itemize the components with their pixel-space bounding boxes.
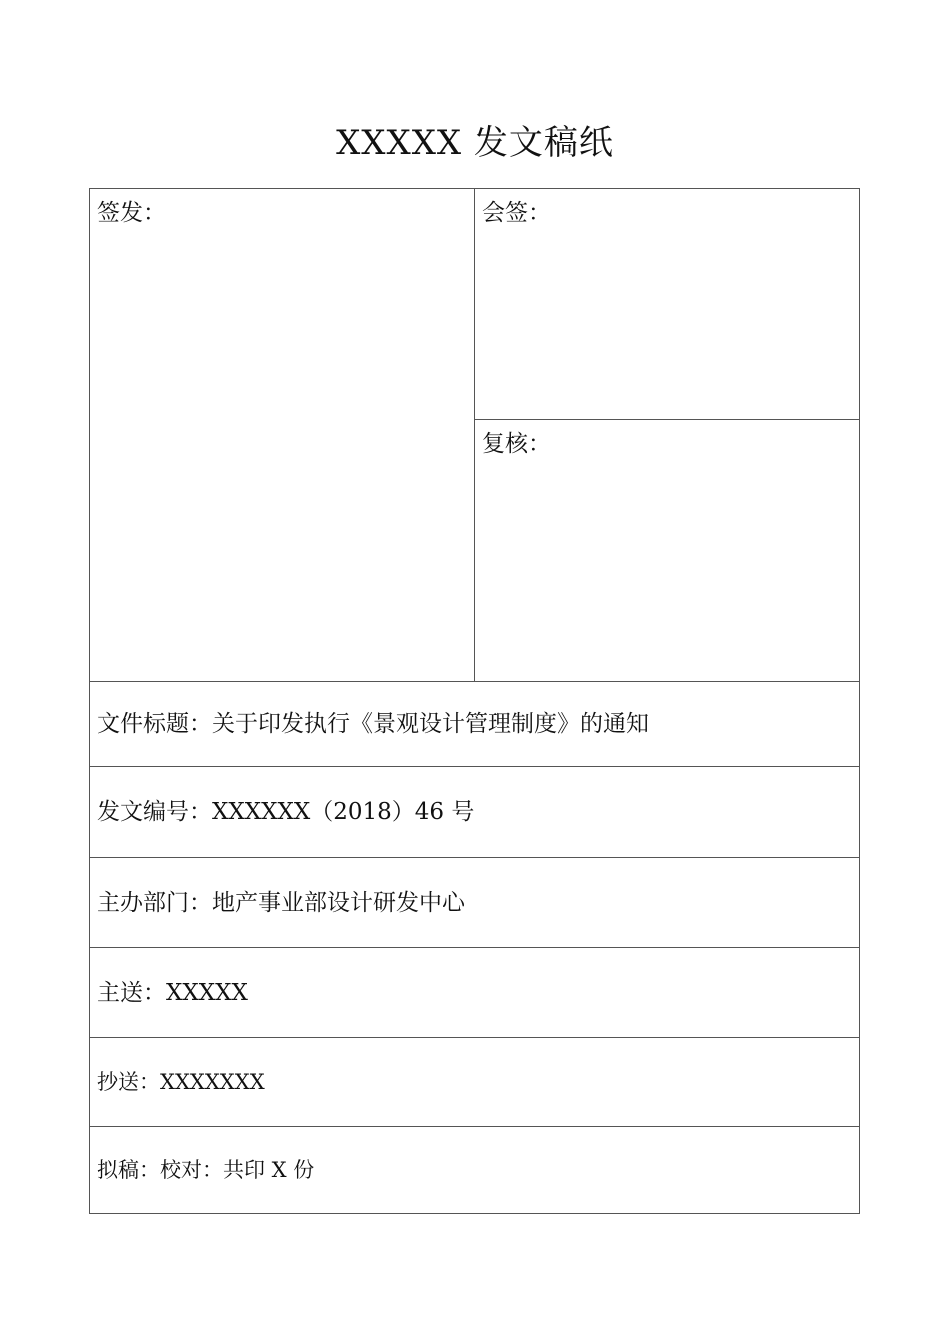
countersign-cell	[475, 189, 859, 420]
dispatch-form-table	[89, 188, 860, 1214]
sign-cell	[90, 189, 475, 682]
review-cell	[475, 420, 859, 682]
host-department-row	[90, 858, 859, 948]
host-department-text: 主办部门：地产事业部设计研发中心	[97, 889, 465, 916]
sign-label: 签发：	[97, 200, 166, 226]
countersign-label: 会签：	[482, 200, 551, 226]
draft-text: 拟稿：校对：共印 X 份	[97, 1158, 315, 1182]
copy-to-text: 抄送：XXXXXXX	[97, 1070, 265, 1094]
doc-number-text: 发文编号：XXXXXX（2018）46 号	[97, 799, 475, 825]
file-title-row	[90, 682, 859, 767]
send-to-text: 主送：XXXXX	[97, 979, 248, 1006]
file-title-text: 文件标题：关于印发执行《景观设计管理制度》的通知	[97, 711, 649, 737]
review-label: 复核：	[482, 431, 551, 457]
doc-number-row	[90, 767, 859, 858]
document-title: XXXXX 发文稿纸	[336, 123, 614, 163]
draft-row	[90, 1127, 859, 1213]
send-to-row	[90, 948, 859, 1038]
copy-to-row	[90, 1038, 859, 1127]
